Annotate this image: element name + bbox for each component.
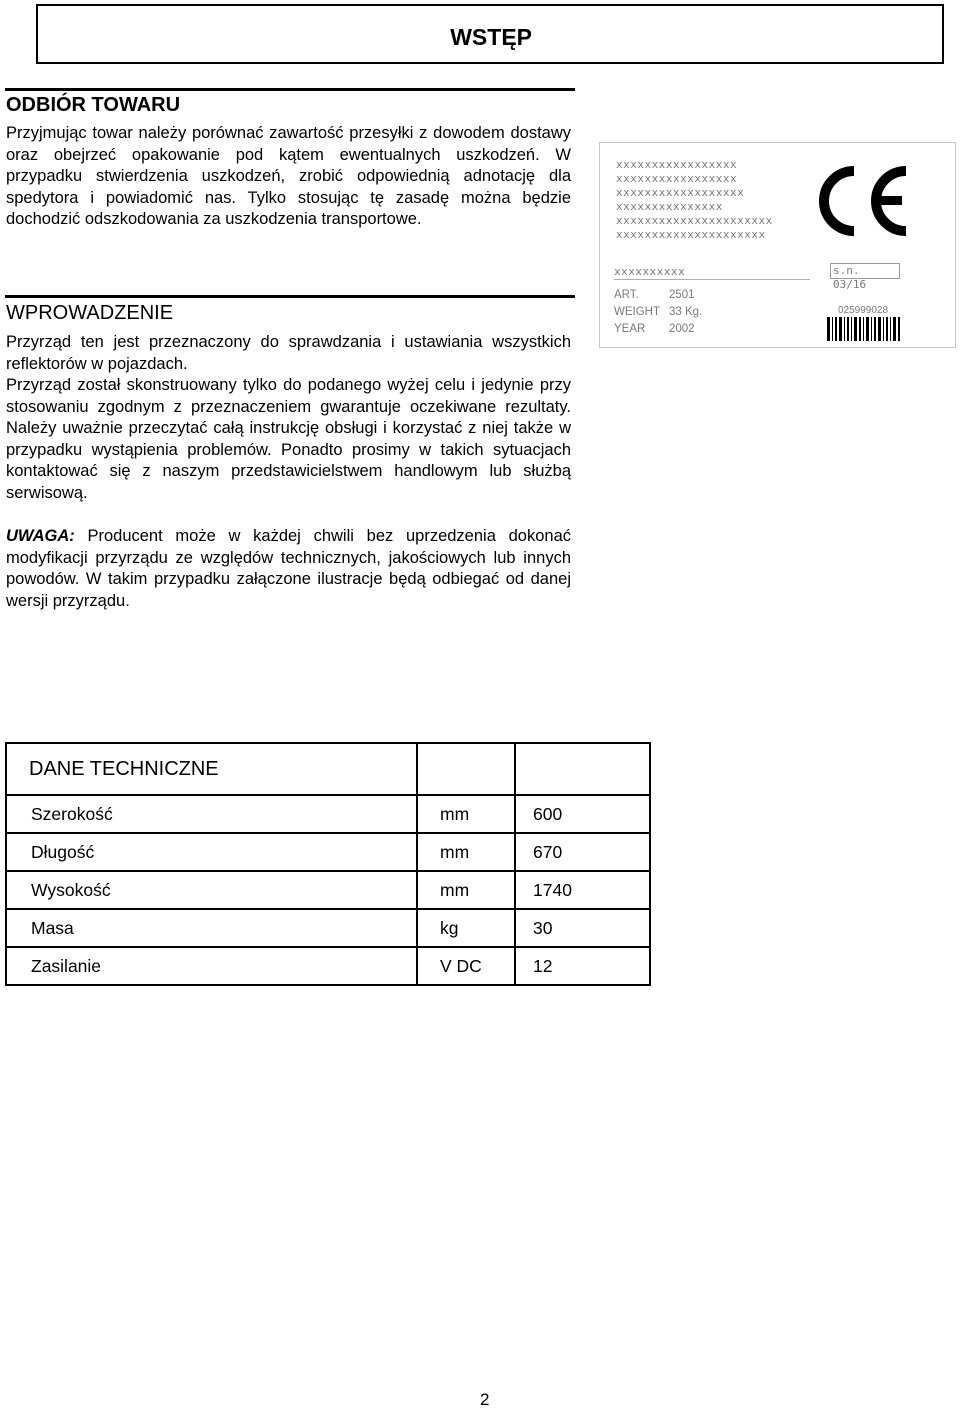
tech-data-table: [5, 742, 651, 986]
plate-year-value: 2002: [669, 323, 695, 335]
section-title-wprowadzenie: WPROWADZENIE: [6, 302, 174, 324]
section-title-odbior: ODBIÓR TOWARU: [6, 94, 181, 116]
tech-table-header-blank: [515, 743, 650, 795]
plate-barcode-number: 025999028: [838, 305, 889, 316]
tech-param-name: Szerokość: [6, 795, 417, 833]
uwaga-label: UWAGA:: [6, 527, 75, 545]
plate-year-label: YEAR: [614, 323, 646, 335]
tech-table-title: DANE TECHNICZNE: [6, 743, 417, 795]
plate-line: xxxxxxxxxxxxxxxxxx: [616, 186, 745, 199]
table-row: [6, 795, 650, 833]
tech-param-unit: mm: [417, 795, 515, 833]
tech-param-value: 12: [515, 947, 650, 985]
header-box: [36, 4, 944, 64]
plate-art-value: 2501: [669, 289, 695, 301]
tech-table-header: [6, 743, 650, 795]
tech-param-value: 670: [515, 833, 650, 871]
odbior-text: Przyjmując towar należy porównać zawartość przesyłki z dowodem dostawy oraz obejrzeć opakowanie pod kątem ewentualnych uszkodzeń. W przypadku stwierdzenia uszkodzeń, zrobić odpowiednią adnotację dla spedytora i powiadomić nas. Tylko stosując tę zasadę można będzie dochodzić odszkodowania za uszkodzenia transportowe.: [6, 124, 571, 228]
table-row: [6, 947, 650, 985]
section-divider: [5, 88, 575, 91]
tech-param-unit: kg: [417, 909, 515, 947]
table-row: [6, 871, 650, 909]
plate-line: xxxxxxxxxxxxxxxxx: [616, 158, 738, 171]
uwaga-paragraph: [6, 526, 571, 612]
page-title: WSTĘP: [450, 24, 532, 50]
tech-param-unit: mm: [417, 833, 515, 871]
tech-param-unit: V DC: [417, 947, 515, 985]
wprowadzenie-paragraph: [6, 332, 571, 504]
tech-param-name: Zasilanie: [6, 947, 417, 985]
tech-param-value: 30: [515, 909, 650, 947]
tech-param-value: 1740: [515, 871, 650, 909]
plate-xx: xxxxxxxxxx: [614, 265, 686, 278]
plate-divider: [614, 279, 810, 280]
wprowadzenie-text-1: Przyrząd ten jest przeznaczony do sprawdzania i ustawiania wszystkich reflektorów w pojazdach.: [6, 333, 571, 373]
plate-serial-number: s.n. 03/16: [830, 263, 900, 279]
plate-line: xxxxxxxxxxxxxxxxxxxxx: [616, 228, 766, 241]
rating-plate: [599, 142, 956, 348]
tech-param-name: Długość: [6, 833, 417, 871]
page-number: 2: [480, 1390, 490, 1409]
table-row: [6, 833, 650, 871]
table-row: [6, 909, 650, 947]
plate-line: xxxxxxxxxxxxxxx: [616, 200, 723, 213]
tech-param-unit: mm: [417, 871, 515, 909]
plate-weight-value: 33 Kg.: [669, 306, 703, 318]
tech-table-header-blank: [417, 743, 515, 795]
barcode-icon: [827, 317, 901, 341]
section-divider: [5, 295, 575, 298]
wprowadzenie-text-2: Przyrząd został skonstruowany tylko do podanego wyżej celu i jedynie przy stosowaniu zgodnym z przeznaczeniem gwarantuje oczekiwane rezultaty. Należy uważnie przeczytać całą instrukcję obsługi i korzystać z niej także w przypadku wystąpienia problemów. Ponadto prosimy w takich sytuacjach kontaktować się z naszym przedstawicielstwem handlowym lub służbą serwisową.: [6, 376, 571, 502]
tech-param-name: Masa: [6, 909, 417, 947]
plate-line: xxxxxxxxxxxxxxxxxxxxxx: [616, 214, 773, 227]
plate-text-lines: [616, 158, 773, 242]
odbior-paragraph: [6, 123, 571, 231]
plate-line: xxxxxxxxxxxxxxxxx: [616, 172, 738, 185]
uwaga-text: Producent może w każdej chwili bez uprzedzenia dokonać modyfikacji przyrządu ze względów technicznych, jakościowych lub innych powodów. W takim przypadku załączone ilustracje będą odbiegać od danej wersji przyrządu.: [6, 527, 571, 610]
tech-param-name: Wysokość: [6, 871, 417, 909]
ce-mark-icon: [818, 165, 918, 237]
plate-weight-label: WEIGHT: [614, 306, 660, 318]
tech-param-value: 600: [515, 795, 650, 833]
plate-art-label: ART.: [614, 289, 639, 301]
